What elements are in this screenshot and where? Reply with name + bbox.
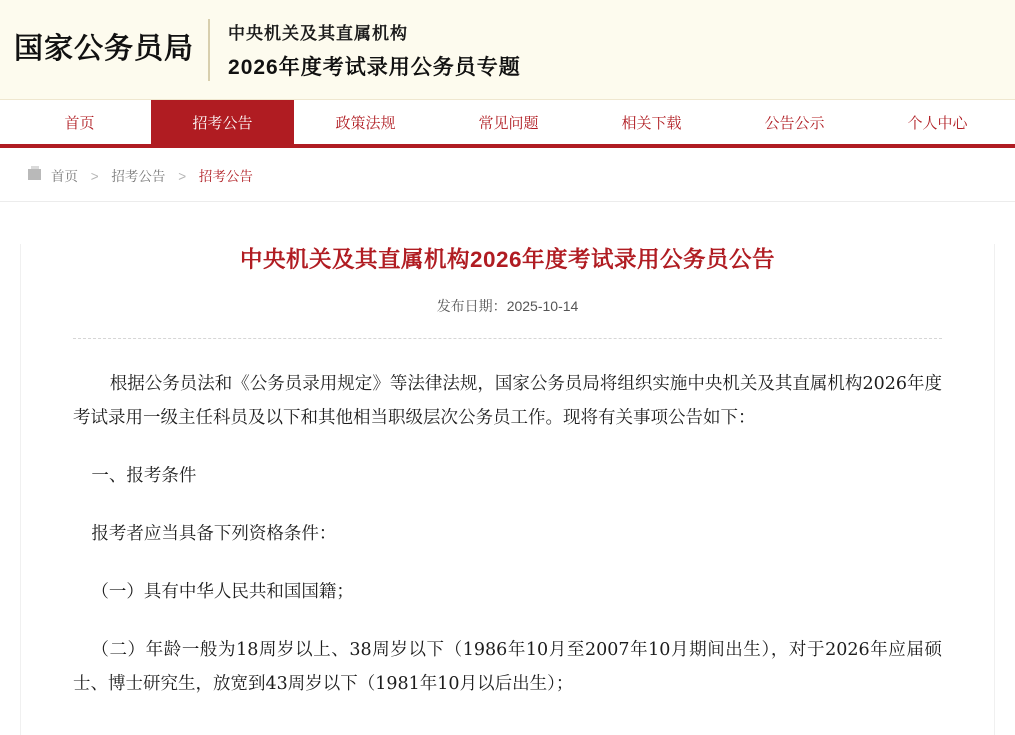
article-publish-date	[21, 296, 994, 316]
nav-item-downloads[interactable]: 相关下载	[621, 114, 682, 132]
nav-item-personal-center[interactable]: 个人中心	[907, 114, 968, 132]
breadcrumb-link-announcements[interactable]: 招考公告	[111, 168, 166, 184]
breadcrumb-bar	[0, 148, 1015, 202]
breadcrumb-separator-2: >	[178, 168, 187, 184]
breadcrumb-link-home[interactable]: 首页	[51, 168, 78, 184]
breadcrumb-current: 招考公告	[198, 168, 253, 184]
article-paragraph-2: 报考者应当具备下列资格条件：	[91, 523, 337, 544]
nav-item-home[interactable]: 首页	[64, 114, 95, 132]
article-paragraph-4: （二）年龄一般为18周岁以上、38周岁以下（1986年10月至2007年10月期间出生），对于2026年应届硕士、博士研究生，放宽到43周岁以下（1981年10月以后出生）；	[73, 640, 942, 695]
article-title: 中央机关及其直属机构2026年度考试录用公务员公告	[239, 247, 776, 272]
breadcrumb-separator-1: >	[90, 168, 99, 184]
article-heading-1: 一、报考条件	[91, 465, 197, 486]
publish-date-value: 2025-10-14	[506, 297, 579, 314]
publish-date-label: 发布日期：	[436, 297, 507, 314]
page-title: 2026年度考试录用公务员专题	[228, 55, 521, 79]
site-logo[interactable]	[8, 19, 210, 81]
article-paragraph-3: （一）具有中华人民共和国国籍；	[91, 582, 354, 602]
home-icon	[28, 169, 41, 180]
article-card	[20, 244, 995, 735]
site-header	[0, 0, 1015, 100]
main-navigation	[0, 100, 1015, 148]
article-paragraph-1: 根据公务员法和《公务员录用规定》等法律法规，国家公务员局将组织实施中央机关及其直属机构2026年度考试录用一级主任科员及以下和其他相当职级层次公务员工作。现将有关事项公告如下：	[73, 373, 942, 428]
header-subtitle: 中央机关及其直属机构	[228, 23, 409, 43]
nav-item-faq[interactable]: 常见问题	[478, 114, 539, 132]
header-title-block	[210, 19, 521, 81]
site-logo-text: 国家公务员局	[14, 33, 195, 65]
nav-item-announcements[interactable]: 招考公告	[151, 100, 294, 144]
breadcrumb	[51, 165, 253, 185]
article-body	[73, 338, 942, 702]
nav-item-policy[interactable]: 政策法规	[335, 114, 396, 132]
nav-item-public-notice[interactable]: 公告公示	[764, 114, 825, 132]
